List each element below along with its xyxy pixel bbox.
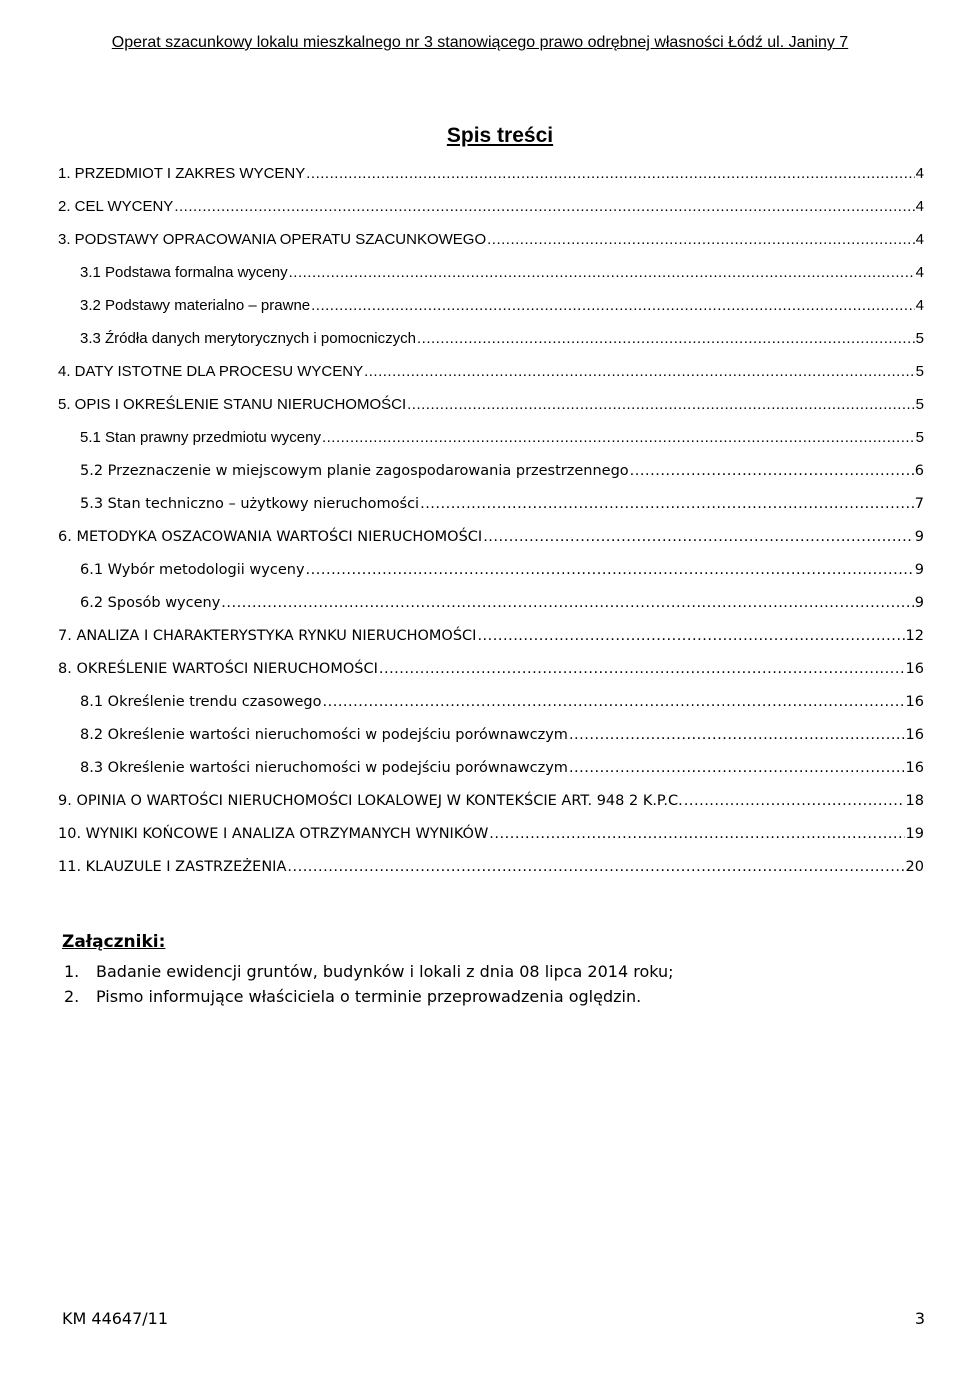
toc-entry[interactable]	[58, 818, 924, 842]
toc-entry-label: 3.2 Podstawy materialno – prawne	[80, 297, 311, 314]
toc-entry[interactable]	[80, 488, 924, 512]
toc-entry-page: 7	[914, 496, 924, 512]
toc-entry[interactable]	[80, 752, 924, 776]
attachment-text: Pismo informujące właściciela o terminie przeprowadzenia oględzin.	[96, 987, 642, 1006]
toc-entry[interactable]	[80, 323, 924, 347]
toc-entry-page: 4	[915, 264, 924, 281]
page-number: 3	[914, 1309, 925, 1328]
page-header: Operat szacunkowy lokalu mieszkalnego nr 3 stanowiącego prawo odrębnej własności Łódź ul. Janiny 7	[111, 34, 849, 51]
toc-entry[interactable]	[80, 719, 924, 743]
toc-entry[interactable]	[80, 290, 924, 314]
toc-entry-label: 6. METODYKA OSZACOWANIA WARTOŚCI NIERUCHOMOŚCI	[58, 529, 483, 545]
toc-entry-page: 4	[915, 297, 924, 314]
toc-entry-label: 3.1 Podstawa formalna wyceny	[80, 264, 288, 281]
toc-entry-page: 12	[905, 628, 924, 644]
toc-entry[interactable]	[80, 686, 924, 710]
toc-entry-page: 5	[915, 363, 924, 380]
toc-entry-label: 6.2 Sposób wyceny	[80, 595, 221, 611]
toc-entry[interactable]	[58, 785, 924, 809]
toc-entry[interactable]	[80, 587, 924, 611]
attachment-item	[64, 987, 674, 1012]
toc-entry-page: 16	[905, 727, 924, 743]
toc-entry-label: 6.1 Wybór metodologii wyceny	[80, 562, 305, 578]
toc-entry-page: 4	[915, 198, 924, 215]
toc-entry-label: 8.1 Określenie trendu czasowego	[80, 694, 322, 710]
toc-entry-page: 9	[914, 595, 924, 611]
attachment-number: 1.	[64, 962, 80, 981]
toc-entry[interactable]	[80, 422, 924, 446]
toc-entry-page: 16	[905, 760, 924, 776]
toc-entry-label: 5.3 Stan techniczno – użytkowy nieruchomości	[80, 496, 420, 512]
toc-entry[interactable]	[58, 191, 924, 215]
toc-entry-label: 5. OPIS I OKREŚLENIE STANU NIERUCHOMOŚCI	[58, 396, 407, 413]
toc-entry-page: 9	[914, 562, 924, 578]
toc-entry[interactable]	[58, 620, 924, 644]
toc-entry-label: 7. ANALIZA I CHARAKTERYSTYKA RYNKU NIERUCHOMOŚCI	[58, 628, 477, 644]
attachments-title: Załączniki:	[62, 932, 166, 952]
toc-entry-page: 16	[905, 661, 924, 677]
toc-entry-page: 18	[905, 793, 924, 809]
toc-entry-page: 5	[915, 330, 924, 347]
toc-entry-label: 1. PRZEDMIOT I ZAKRES WYCENY	[58, 165, 306, 182]
toc-entry[interactable]	[58, 521, 924, 545]
toc-entry-page: 5	[915, 429, 924, 446]
toc-entry-label: 10. WYNIKI KOŃCOWE I ANALIZA OTRZYMANYCH WYNIKÓW	[58, 826, 489, 842]
toc-entry-label: 4. DATY ISTOTNE DLA PROCESU WYCENY	[58, 363, 364, 380]
toc-entry-label: 3. PODSTAWY OPRACOWANIA OPERATU SZACUNKOWEGO	[58, 231, 487, 248]
toc-title: Spis treści	[446, 124, 554, 147]
attachment-text: Badanie ewidencji gruntów, budynków i lokali z dnia 08 lipca 2014 roku;	[96, 962, 674, 981]
toc-entry-label: 5.1 Stan prawny przedmiotu wyceny	[80, 429, 321, 446]
toc-entry-label: 8.2 Określenie wartości nieruchomości w podejściu porównawczym	[80, 727, 568, 743]
toc-entry-label: 8.3 Określenie wartości nieruchomości w podejściu porównawczym	[80, 760, 568, 776]
toc-entry-page: 9	[914, 529, 924, 545]
toc-entry[interactable]	[80, 554, 924, 578]
toc-entry-page: 19	[905, 826, 924, 842]
toc-entry-page: 20	[905, 859, 924, 875]
attachments-list	[64, 962, 674, 1012]
toc-entry[interactable]	[58, 158, 924, 182]
toc-entry-label: 11. KLAUZULE I ZASTRZEŻENIA	[58, 859, 287, 875]
toc-entry-label: 2. CEL WYCENY	[58, 198, 174, 215]
toc-entry[interactable]	[58, 224, 924, 248]
toc-entry[interactable]	[58, 389, 924, 413]
attachment-number: 2.	[64, 987, 80, 1006]
toc-entry-page: 4	[915, 231, 924, 248]
toc-entry-page: 6	[914, 463, 924, 479]
toc-entry[interactable]	[80, 455, 924, 479]
toc-entry-label: 3.3 Źródła danych merytorycznych i pomocniczych	[80, 330, 416, 347]
footer-document-id: KM 44647/11	[62, 1309, 169, 1328]
toc-entry[interactable]	[58, 851, 924, 875]
toc-entry-label: 9. OPINIA O WARTOŚCI NIERUCHOMOŚCI LOKALOWEJ W KONTEKŚCIE ART. 948 2 K.P.C.	[58, 793, 683, 809]
toc-entry-page: 4	[915, 165, 924, 182]
toc-entry-label: 8. OKREŚLENIE WARTOŚCI NIERUCHOMOŚCI	[58, 661, 378, 677]
toc-entry[interactable]	[80, 257, 924, 281]
toc-entry-page: 16	[905, 694, 924, 710]
toc-entry[interactable]	[58, 356, 924, 380]
toc-entry-label: 5.2 Przeznaczenie w miejscowym planie zagospodarowania przestrzennego	[80, 463, 629, 479]
toc-entry[interactable]	[58, 653, 924, 677]
toc-entry-page: 5	[915, 396, 924, 413]
attachment-item	[64, 962, 674, 987]
